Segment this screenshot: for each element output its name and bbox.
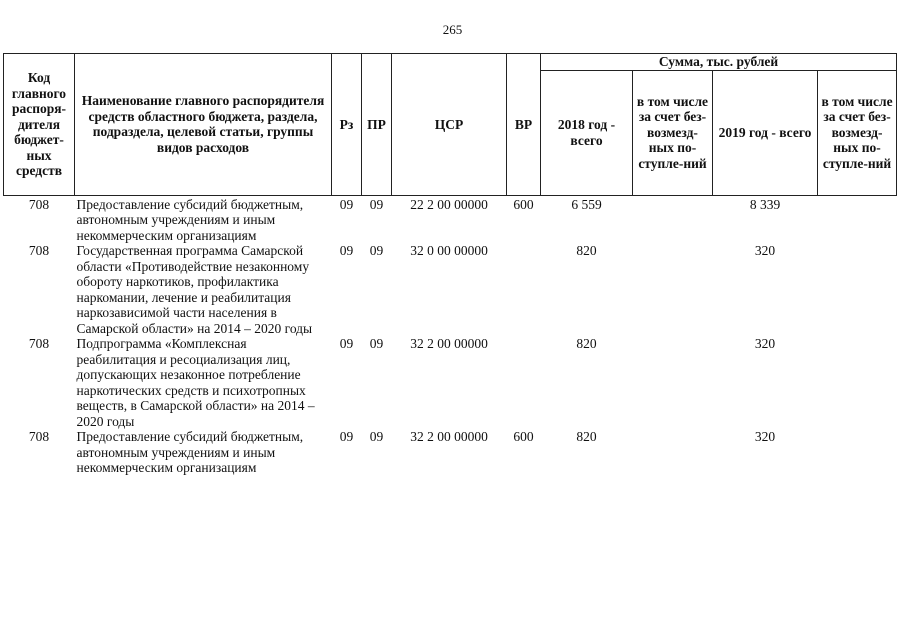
cell-pr: 09 [369, 243, 384, 258]
header-pr: ПР [362, 54, 392, 196]
cell-2019-free [818, 336, 897, 429]
cell-csr: 32 0 00 00000 [410, 243, 488, 258]
cell-code: 708 [28, 243, 50, 258]
cell-rz: 09 [339, 243, 354, 258]
header-csr: ЦСР [392, 54, 507, 196]
table-body [4, 195, 897, 476]
cell-name: Предоставление субсидий бюджетным, автономным учреждениям и иным некоммерческим организациям [76, 429, 304, 475]
header-sum: Сумма, тыс. рублей [541, 54, 897, 71]
cell-vr [507, 243, 541, 336]
cell-name: Предоставление субсидий бюджетным, автономным учреждениям и иным некоммерческим организациям [76, 196, 304, 243]
cell-csr: 32 2 00 00000 [410, 429, 488, 444]
table-header [4, 54, 897, 196]
header-2019-free: в том числе за счет без-возмезд-ных по-ступле-ний [818, 70, 897, 195]
cell-2018-total: 820 [576, 429, 597, 444]
cell-2018-free [633, 195, 713, 243]
cell-2019-total: 320 [754, 429, 776, 444]
table-row [4, 429, 897, 476]
cell-2018-total: 820 [576, 243, 597, 258]
header-2019-total: 2019 год - всего [713, 70, 818, 195]
cell-2018-total: 6 559 [571, 196, 602, 212]
budget-table [3, 53, 897, 476]
cell-csr: 32 2 00 00000 [410, 336, 488, 351]
header-2018-total: 2018 год - всего [541, 70, 633, 195]
page-number: 265 [442, 22, 463, 37]
table-row [4, 336, 897, 429]
cell-pr: 09 [369, 429, 384, 444]
cell-rz: 09 [339, 429, 354, 444]
header-name: Наименование главного распорядителя средств областного бюджета, раздела, подраздела, целевой статьи, группы видов расходов [75, 54, 332, 196]
cell-name: Государственная программа Самарской области «Противодействие незаконному обороту наркотиков, профилактика наркомании, лечение и реабилитация наркозависимой части населения в Самарской области» на 2014 – 2020 годы [76, 243, 313, 336]
cell-rz: 09 [339, 336, 354, 351]
cell-code: 708 [28, 336, 50, 351]
cell-csr: 22 2 00 00000 [410, 196, 488, 212]
cell-2018-total: 820 [576, 336, 597, 351]
table-row [4, 243, 897, 336]
cell-2019-free [818, 195, 897, 243]
cell-2018-free [633, 429, 713, 476]
cell-vr: 600 [513, 429, 534, 444]
cell-2019-total: 320 [754, 336, 776, 351]
header-2018-free: в том числе за счет без-возмезд-ных по-ступле-ний [633, 70, 713, 195]
cell-vr: 600 [513, 196, 534, 212]
header-rz: Рз [332, 54, 362, 196]
cell-2018-free [633, 336, 713, 429]
cell-2019-free [818, 243, 897, 336]
cell-rz: 09 [339, 196, 354, 212]
header-vr: ВР [507, 54, 541, 196]
cell-code: 708 [28, 196, 50, 212]
table-row [4, 195, 897, 243]
cell-pr: 09 [369, 196, 384, 212]
cell-code: 708 [28, 429, 50, 444]
cell-2018-free [633, 243, 713, 336]
cell-2019-total: 320 [754, 243, 776, 258]
cell-pr: 09 [369, 336, 384, 351]
cell-vr [507, 336, 541, 429]
cell-name: Подпрограмма «Комплексная реабилитация и ресоциализация лиц, допускающих незаконное потребление наркотических средств и психотропных веществ, в Самарской области» на 2014 – 2020 годы [76, 336, 315, 429]
cell-2019-free [818, 429, 897, 476]
header-code: Код главного распоря-дителя бюджет-ных средств [4, 54, 75, 196]
cell-2019-total: 8 339 [749, 196, 781, 212]
